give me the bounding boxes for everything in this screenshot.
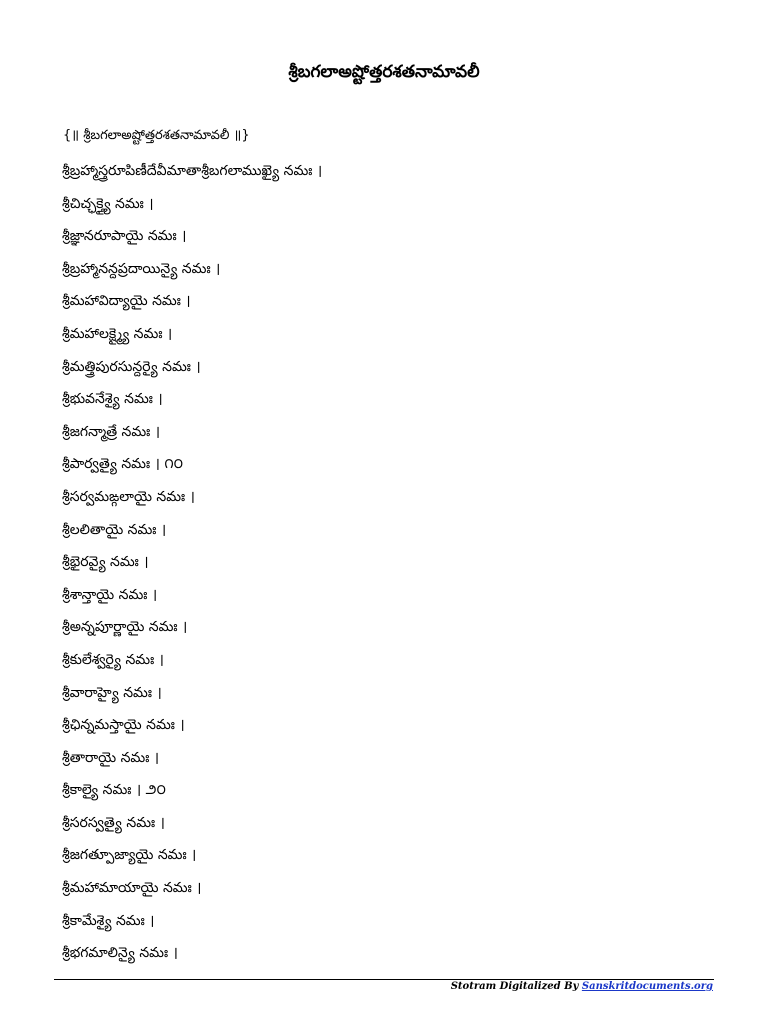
list-item: శ్రీచిచ్ఛక్త్యై నమః । bbox=[62, 195, 154, 212]
list-item: శ్రీకాల్యై నమః । ౨౦ bbox=[62, 782, 166, 799]
name-list bbox=[62, 155, 322, 970]
list-item: శ్రీవారాహ్యై నమః । bbox=[62, 684, 162, 701]
list-item: శ్రీకామేశ్యై నమః । bbox=[62, 912, 155, 929]
list-item: శ్రీబ్రహ్మాస్త్రరూపిణీదేవీమాతాశ్రీబగలాముఖ్యై నమః । bbox=[62, 163, 323, 179]
list-item: శ్రీలలితాయై నమః । bbox=[62, 521, 167, 538]
list-item: శ్రీభగమాలిన్యై నమః । bbox=[62, 945, 178, 962]
list-item: శ్రీసర్వమఙ్గలాయై నమః । bbox=[62, 488, 195, 505]
list-item: శ్రీభువనేశ్యై నమః । bbox=[62, 391, 163, 408]
footer-credit bbox=[451, 980, 713, 994]
list-item: శ్రీఛిన్నమస్తాయై నమః । bbox=[62, 717, 185, 734]
list-item: శ్రీశాన్తాయై నమః । bbox=[62, 586, 158, 603]
list-item: శ్రీమహామాయాయై నమః । bbox=[62, 880, 202, 897]
sanskritdocuments-link[interactable]: Sanskritdocuments.org bbox=[581, 981, 713, 992]
list-item: శ్రీమహాలక్ష్మ్యై నమః । bbox=[62, 325, 173, 342]
footer-credit-text: Stotram Digitalized By bbox=[450, 981, 582, 992]
list-item: శ్రీజగన్మాత్రే నమః । bbox=[62, 423, 161, 440]
list-item: శ్రీభైరవ్యై నమః । bbox=[62, 554, 149, 571]
list-item: శ్రీబ్రహ్మానన్దప్రదాయిన్యై నమః । bbox=[62, 260, 221, 277]
list-item: శ్రీజగత్పూజ్యాయై నమః । bbox=[62, 847, 197, 864]
page-title: శ్రీబగలాఅష్టోత్తరశతనామావలీ bbox=[288, 62, 480, 82]
list-item: శ్రీపార్వత్యై నమః । ౧౦ bbox=[62, 456, 184, 473]
stotram-heading: {॥ శ్రీబగలాఅష్టోత్తరశతనామావలీ ॥} bbox=[63, 128, 250, 143]
list-item: శ్రీతారాయై నమః । bbox=[62, 749, 160, 766]
list-item: శ్రీకులేశ్వర్యై నమః । bbox=[62, 651, 164, 668]
list-item: శ్రీజ్ఞానరూపాయై నమః । bbox=[62, 228, 187, 245]
list-item: శ్రీసరస్వత్యై నమః । bbox=[62, 814, 165, 831]
list-item: శ్రీమత్త్రిపురసున్దర్యై నమః । bbox=[62, 358, 201, 375]
list-item: శ్రీఅన్నపూర్ణాయై నమః । bbox=[62, 619, 188, 636]
list-item: శ్రీమహావిద్యాయై నమః । bbox=[62, 293, 191, 310]
